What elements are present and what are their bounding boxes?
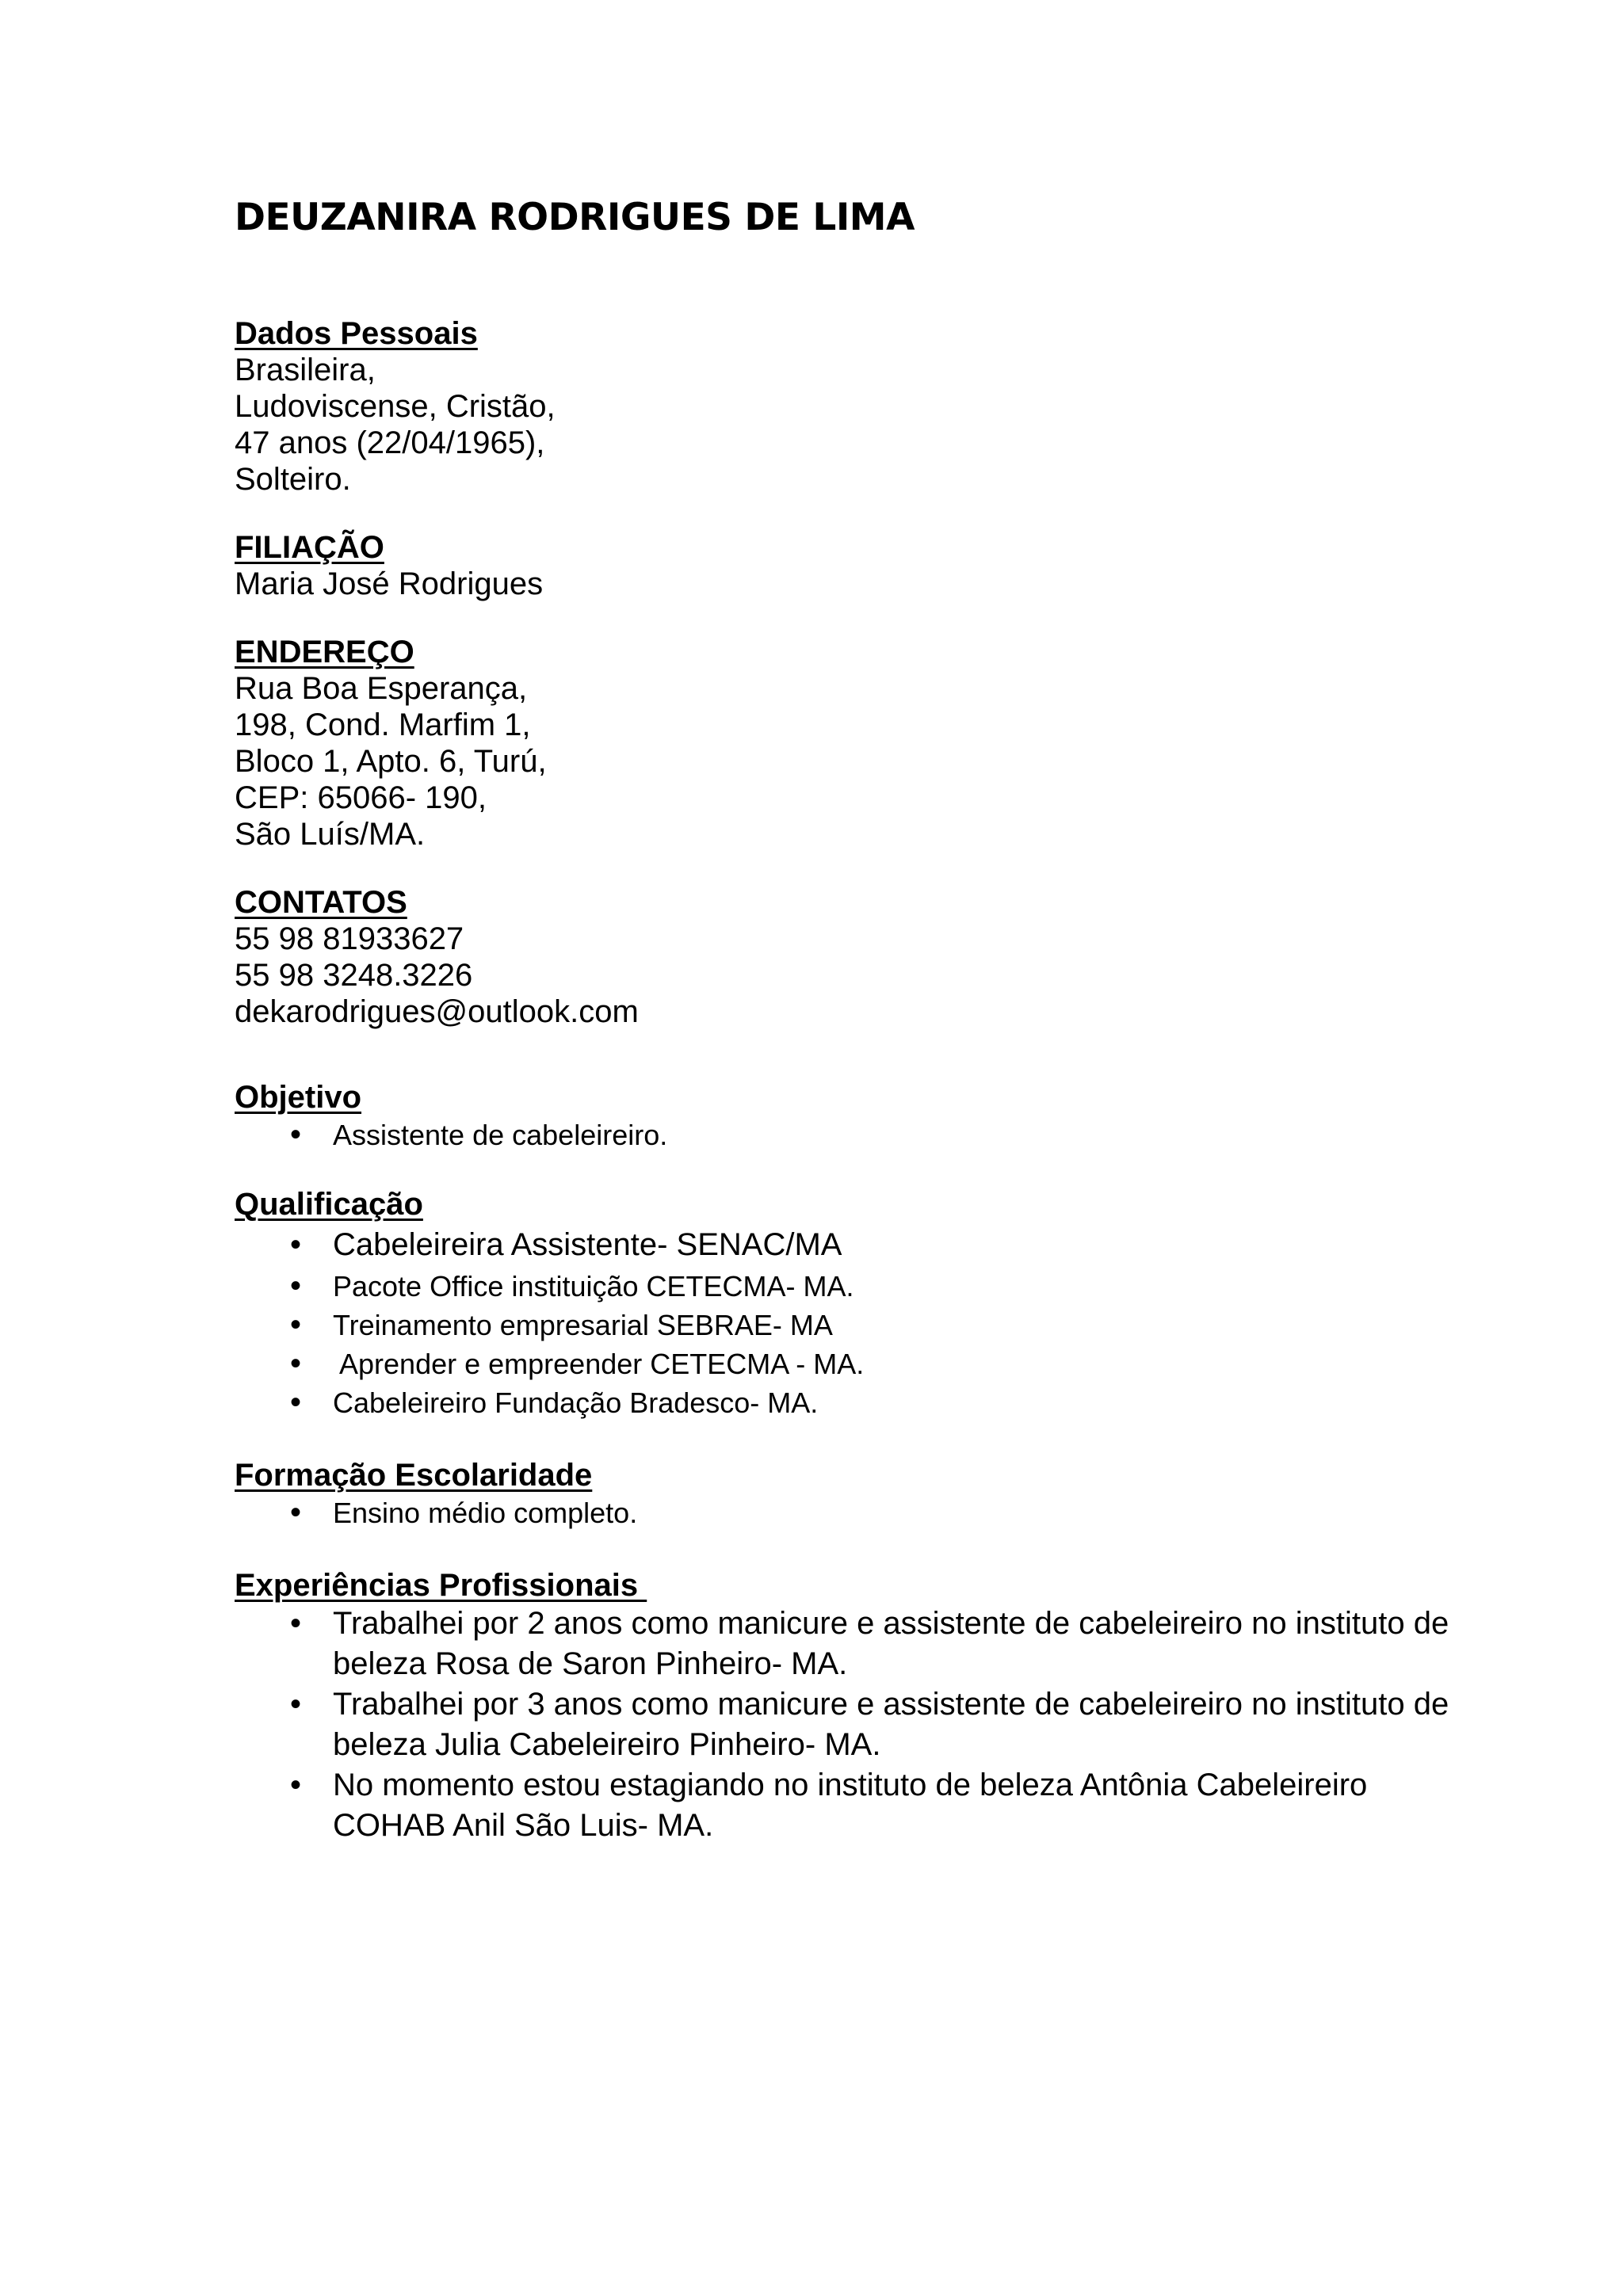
personal-origin-religion: Ludoviscense, Cristão,: [235, 389, 556, 424]
heading-experiencias: Experiências Profissionais: [235, 1568, 647, 1603]
section-contatos: [235, 884, 1534, 1030]
section-experiencias: [235, 1567, 1534, 1846]
heading-formacao: Formação Escolaridade: [235, 1458, 593, 1493]
contact-phone-2: 55 98 3248.3226: [235, 958, 473, 993]
heading-contatos: CONTATOS: [235, 885, 407, 920]
section-dados-pessoais: [235, 315, 1534, 498]
list-item: • Treinamento empresarial SEBRAE- MA: [235, 1306, 1534, 1344]
list-item: • No momento estou estagiando no instituto de beleza Antônia Cabeleireiro COHAB Anil São Luis- MA.: [235, 1765, 1503, 1846]
objetivo-list: [235, 1116, 1534, 1154]
list-item: • Trabalhei por 3 anos como manicure e assistente de cabeleireiro no instituto de beleza Julia Cabeleireiro Pinheiro- MA.: [235, 1684, 1503, 1765]
contact-email: dekarodrigues@outlook.com: [235, 994, 639, 1029]
heading-dados-pessoais: Dados Pessoais: [235, 316, 478, 351]
bullet-icon: •: [290, 1307, 302, 1342]
heading-filiacao: FILIAÇÃO: [235, 530, 384, 565]
bullet-icon: •: [290, 1495, 302, 1530]
address-block-apt: Bloco 1, Apto. 6, Turú,: [235, 744, 547, 779]
address-number-condo: 198, Cond. Marfim 1,: [235, 707, 531, 742]
address-cep: CEP: 65066- 190,: [235, 780, 487, 815]
heading-qualificacao: Qualificação: [235, 1187, 423, 1222]
bullet-icon: •: [290, 1768, 302, 1802]
qualificacao-list: [235, 1222, 1534, 1422]
list-item: • Pacote Office instituição CETECMA- MA.: [235, 1267, 1534, 1306]
experiencias-list: [235, 1604, 1503, 1846]
filiacao-mother: Maria José Rodrigues: [235, 566, 544, 601]
bullet-icon: •: [290, 1687, 302, 1722]
section-objetivo: [235, 1079, 1534, 1154]
section-endereco: [235, 634, 1534, 852]
section-formacao: [235, 1457, 1534, 1532]
address-city: São Luís/MA.: [235, 817, 426, 852]
bullet-icon: •: [290, 1268, 302, 1303]
list-item: • Cabeleireira Assistente- SENAC/MA: [235, 1222, 1534, 1267]
bullet-icon: •: [290, 1117, 302, 1152]
personal-marital-status: Solteiro.: [235, 462, 351, 497]
list-item: • Cabeleireiro Fundação Bradesco- MA.: [235, 1383, 1534, 1422]
list-item: • Ensino médio completo.: [235, 1493, 1534, 1532]
heading-objetivo: Objetivo: [235, 1080, 362, 1115]
resume-content: [235, 194, 1534, 1846]
candidate-name: DEUZANIRA RODRIGUES DE LIMA: [235, 196, 915, 239]
personal-nationality: Brasileira,: [235, 353, 376, 387]
formacao-list: [235, 1493, 1534, 1532]
bullet-icon: •: [290, 1385, 302, 1420]
contact-phone-1: 55 98 81933627: [235, 921, 464, 956]
section-qualificacao: [235, 1186, 1534, 1422]
address-street: Rua Boa Esperança,: [235, 671, 528, 706]
bullet-icon: •: [290, 1606, 302, 1641]
list-item: • Trabalhei por 2 anos como manicure e assistente de cabeleireiro no instituto de beleza Rosa de Saron Pinheiro- MA.: [235, 1604, 1503, 1684]
personal-age-birthdate: 47 anos (22/04/1965),: [235, 425, 545, 460]
bullet-icon: •: [290, 1227, 302, 1262]
list-item: • Assistente de cabeleireiro.: [235, 1116, 1534, 1154]
section-filiacao: [235, 529, 1534, 602]
list-item: • Aprender e empreender CETECMA - MA.: [235, 1344, 1534, 1383]
bullet-icon: •: [290, 1346, 302, 1381]
heading-endereco: ENDEREÇO: [235, 635, 414, 669]
